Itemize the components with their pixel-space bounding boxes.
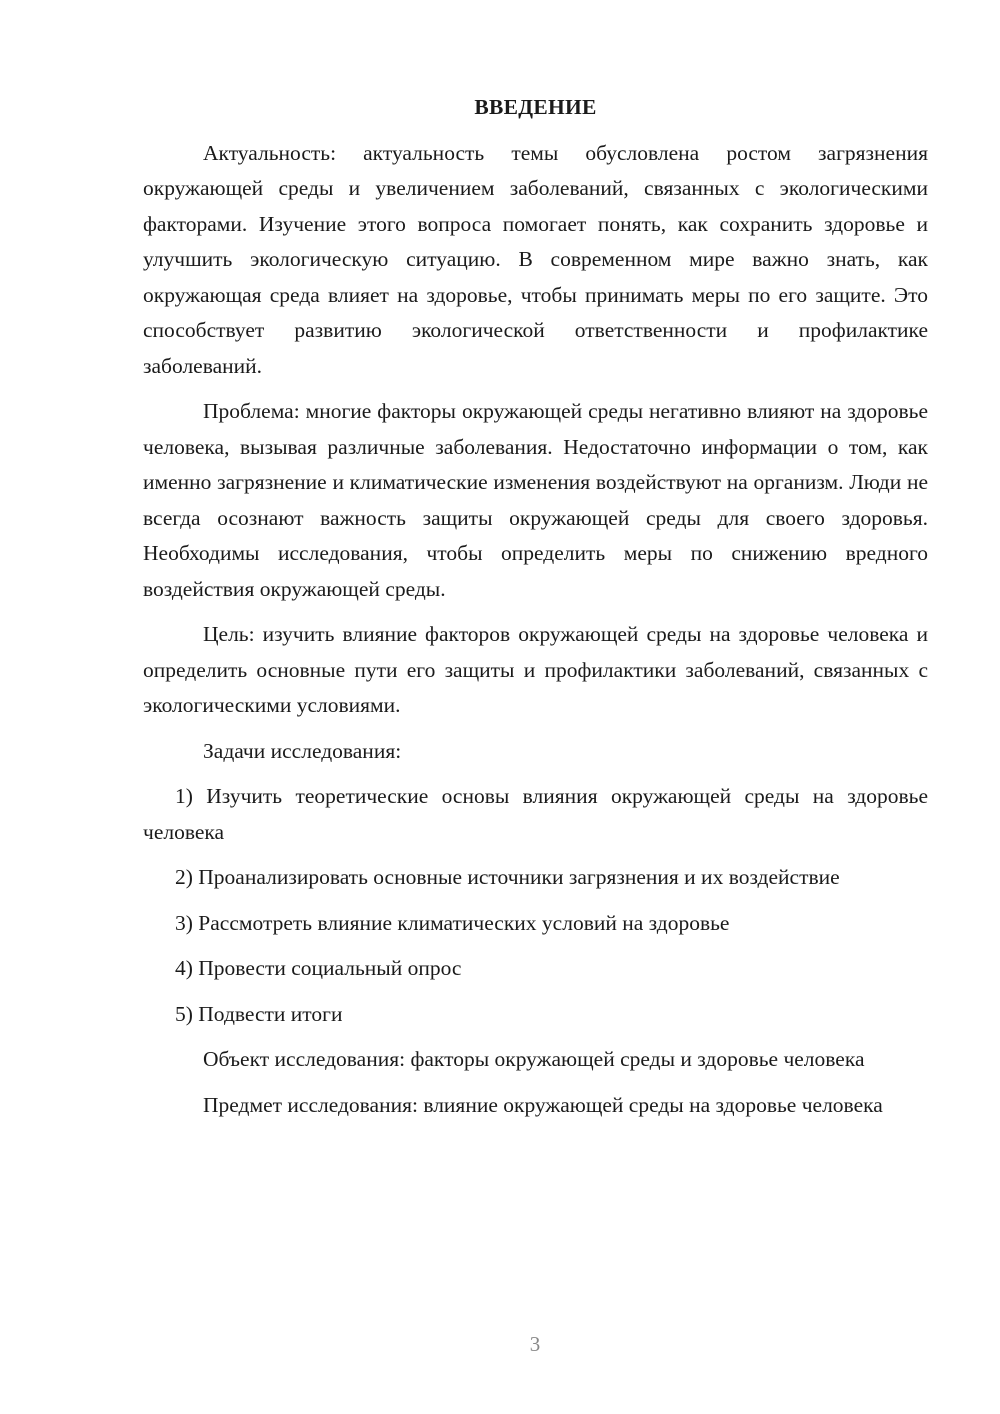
relevance-paragraph: Актуальность: актуальность темы обусловлена ростом загрязнения окружающей среды и увеличением заболеваний, связанных с экологическими факторами. Изучение этого вопроса помогает понять, как сохранить здоровье и улучшить экологическую ситуацию. В современном мире важно знать, как окружающая среда влияет на здоровье, чтобы принимать меры по его защите. Это способствует развитию экологической ответственности и профилактике заболеваний. [143, 140, 928, 378]
document-page [143, 90, 928, 1133]
task-item-4: 4) Провести социальный опрос [175, 956, 462, 980]
object-paragraph: Объект исследования: факторы окружающей среды и здоровье человека [203, 1047, 865, 1071]
section-heading: ВВЕДЕНИЕ [474, 95, 597, 119]
task-item-1: 1) Изучить теоретические основы влияния окружающей среды на здоровье человека [143, 784, 928, 844]
goal-paragraph: Цель: изучить влияние факторов окружающей среды на здоровье человека и определить основные пути его защиты и профилактики заболеваний, связанных с экологическими условиями. [143, 622, 928, 717]
task-item-3: 3) Рассмотреть влияние климатических условий на здоровье [175, 910, 730, 935]
tasks-title: Задачи исследования: [203, 738, 402, 763]
task-item-5: 5) Подвести итоги [175, 1001, 343, 1026]
task-item-2: 2) Проанализировать основные источники загрязнения и их воздействие [175, 865, 840, 889]
page-number: 3 [529, 1332, 541, 1356]
subject-paragraph: Предмет исследования: влияние окружающей среды на здоровье человека [203, 1092, 883, 1117]
problem-paragraph: Проблема: многие факторы окружающей среды негативно влияют на здоровье человека, вызывая различные заболевания. Недостаточно информации о том, как именно загрязнение и климатические изменения воздействуют на организм. Люди не всегда осознают важность защиты окружающей среды для своего здоровья. Необходимы исследования, чтобы определить меры по снижению вредного воздействия окружающей среды. [143, 399, 928, 601]
